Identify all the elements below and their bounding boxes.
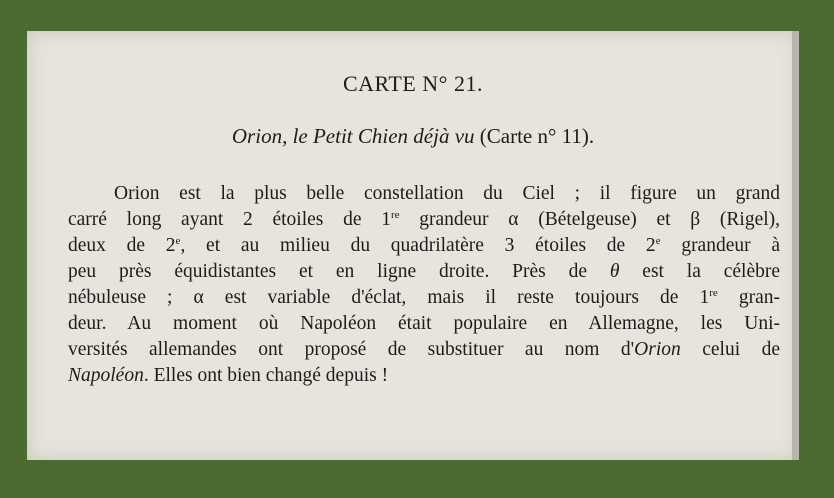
- page-edge: [792, 31, 799, 460]
- line-text: versités allemandes ont proposé de substituer au nom d': [68, 339, 635, 360]
- line-text: deur. Au moment où Napoléon était populaire en Allemagne, les Uni-: [68, 313, 780, 334]
- line-text: est la célèbre: [619, 261, 780, 282]
- body-line: [68, 181, 780, 207]
- book-page: [27, 31, 799, 460]
- body-line: [68, 233, 780, 259]
- subtitle-italic: Orion, le Petit Chien déjà vu: [231, 124, 475, 148]
- line-text: grandeur à: [660, 235, 781, 256]
- superscript: e: [175, 235, 181, 247]
- superscript: re: [709, 287, 718, 299]
- body-line: [68, 337, 780, 363]
- line-text: gran-: [717, 287, 780, 308]
- body-line: [68, 285, 780, 311]
- line-text: , et au milieu du quadrilatère 3 étoiles de 2: [180, 235, 656, 256]
- line-text: Orion est la plus belle constellation du Ciel ; il figure un grand: [114, 183, 780, 204]
- page-subtitle: [27, 124, 799, 149]
- superscript: e: [655, 235, 661, 247]
- line-text: carré long ayant 2 étoiles de 1: [68, 209, 391, 230]
- line-text: grandeur α (Bételgeuse) et β (Rigel),: [399, 209, 781, 230]
- italic-text: Orion: [634, 339, 681, 360]
- body-line: [68, 259, 780, 285]
- line-text: deux de 2: [68, 235, 176, 256]
- page-title: CARTE N° 21.: [343, 71, 483, 96]
- body-paragraph: [68, 181, 780, 389]
- body-line: [68, 207, 780, 233]
- italic-text: Napoléon: [68, 365, 144, 386]
- line-text: peu près équidistantes et en ligne droite. Près de: [68, 261, 610, 282]
- line-text: nébuleuse ; α est variable d'éclat, mais il reste toujours de 1: [68, 287, 710, 308]
- line-text: . Elles ont bien changé depuis !: [143, 365, 389, 386]
- italic-text: θ: [609, 261, 620, 282]
- subtitle-reference: (Carte n° 11).: [474, 124, 595, 148]
- line-text: celui de: [680, 339, 780, 360]
- body-line: [68, 363, 780, 389]
- body-line: [68, 311, 780, 337]
- superscript: re: [390, 209, 400, 221]
